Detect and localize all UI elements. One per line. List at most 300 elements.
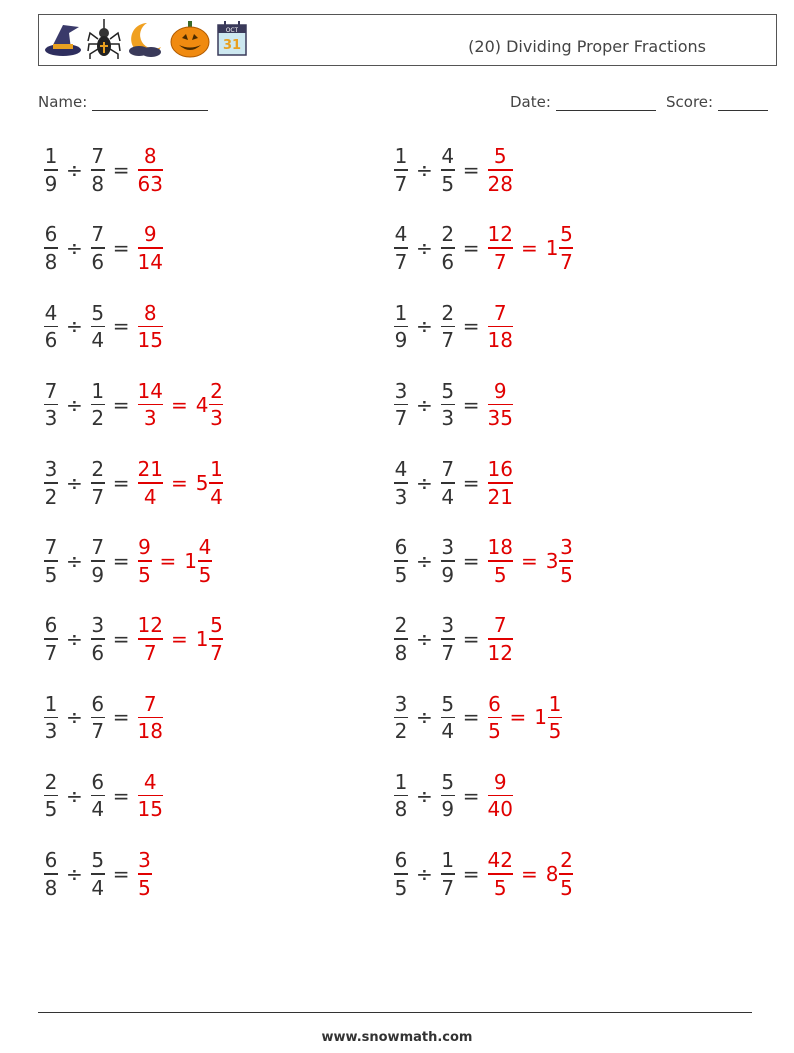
answer-fraction [138,692,163,744]
answer-equals-sign: = [170,392,188,417]
fraction-bar [488,717,502,719]
dividend-fraction [44,535,58,587]
equals-sign: = [462,549,480,573]
answer-equals-sign: = [520,549,538,573]
fraction-bar [44,560,58,562]
denominator: 5 [560,875,573,900]
numerator: 6 [488,691,501,716]
mixed-whole: 5 [195,470,209,495]
fraction-bar [91,795,105,797]
fraction-bar [488,247,513,249]
mixed-fraction [209,379,223,431]
problem-item [394,296,513,356]
divide-sign: ÷ [416,627,433,652]
denominator: 4 [91,797,105,822]
denominator: 2 [44,484,58,509]
fraction-bar [441,482,455,484]
denominator: 4 [91,875,105,900]
denominator: 9 [91,562,105,587]
equals-sign: = [462,314,480,339]
fraction-bar [138,247,163,249]
equals-sign: = [112,861,130,886]
fraction-bar [441,873,455,875]
numerator: 5 [91,848,105,873]
problem-item [44,687,163,747]
divisor-fraction [91,457,105,509]
divisor-fraction [91,144,105,196]
divide-sign: ÷ [66,314,83,339]
numerator: 5 [441,769,455,794]
score-blank[interactable] [718,94,768,111]
fraction-bar [91,326,105,328]
denominator: 2 [394,719,408,744]
denominator: 7 [441,328,455,353]
numerator: 3 [441,535,455,560]
divide-sign: ÷ [66,392,83,417]
answer-equals-sign: = [170,627,188,652]
fraction-bar [138,873,152,875]
answer-fraction [138,770,163,822]
divide-sign: ÷ [416,236,433,261]
divide-sign: ÷ [66,470,83,495]
denominator: 6 [441,249,455,274]
fraction-bar [209,404,223,406]
dividend-fraction [394,613,408,665]
dividend-fraction [394,144,408,196]
fraction-bar [394,560,408,562]
answer-fraction [138,301,163,353]
fraction-bar [91,404,105,406]
fraction-bar [91,169,105,171]
numerator: 2 [560,848,573,873]
numerator: 5 [441,378,455,403]
date-label: Date: [510,93,551,111]
denominator: 4 [91,328,105,353]
numerator: 4 [143,769,157,794]
denominator: 7 [91,484,105,509]
dividend-fraction [394,692,408,744]
divisor-fraction [91,770,105,822]
answer-fraction [138,613,163,665]
fraction-bar [394,638,408,640]
problem-item [394,453,513,513]
mixed-fraction [559,535,573,587]
fraction-bar [91,560,105,562]
answer-fraction [488,301,513,353]
equals-sign: = [112,236,130,261]
equals-sign: = [112,549,130,573]
problem-item [394,844,573,904]
numerator: 7 [493,300,507,325]
footer-divider [38,1012,752,1013]
divisor-fraction [91,692,105,744]
equals-sign: = [462,861,480,886]
fraction-bar [138,717,163,719]
divisor-fraction [441,848,455,900]
denominator: 4 [210,484,223,509]
numerator: 5 [441,691,455,716]
divisor-fraction [91,379,105,431]
problem-item [44,844,152,904]
dividend-fraction [44,613,58,665]
divide-sign: ÷ [416,783,433,808]
denominator: 18 [487,328,513,353]
numerator: 6 [91,769,105,794]
divide-sign: ÷ [66,158,83,182]
divisor-fraction [441,379,455,431]
divisor-fraction [91,848,105,900]
mixed-whole: 1 [545,236,559,261]
fraction-bar [394,404,408,406]
numerator: 2 [91,457,105,482]
numerator: 1 [44,691,58,716]
numerator: 7 [493,613,507,638]
denominator: 35 [487,406,513,431]
witch-hat-icon [43,19,83,59]
mixed-fraction [198,535,212,587]
answer-fraction [138,457,163,509]
denominator: 5 [44,797,58,822]
answer-equals-sign: = [520,861,538,886]
answer-equals-sign: = [159,549,177,573]
mixed-whole: 8 [545,861,559,886]
denominator: 6 [44,328,58,353]
divisor-fraction [91,301,105,353]
equals-sign: = [462,783,480,808]
problem-item [44,218,163,278]
fraction-bar [44,482,58,484]
dividend-fraction [394,379,408,431]
numerator: 2 [394,613,408,638]
calendar-icon [215,19,249,59]
fraction-bar [559,873,573,875]
problem-item [394,609,513,669]
date-blank[interactable] [556,94,656,111]
fraction-bar [441,404,455,406]
fraction-bar [394,169,408,171]
divisor-fraction [91,222,105,274]
score-field[interactable] [666,93,768,111]
fraction-bar [441,717,455,719]
problem-item [44,453,223,513]
numerator: 2 [441,222,455,247]
numerator: 21 [137,457,163,482]
problem-item [44,609,223,669]
numerator: 6 [394,848,408,873]
denominator: 2 [91,406,105,431]
equals-sign: = [462,627,480,652]
denominator: 5 [488,719,501,744]
denominator: 3 [210,406,223,431]
divide-sign: ÷ [416,158,433,182]
fraction-bar [44,326,58,328]
numerator: 6 [44,613,58,638]
denominator: 8 [91,171,105,196]
problem-item [394,218,573,278]
divisor-fraction [441,457,455,509]
dividend-fraction [394,848,408,900]
answer-fraction [138,144,163,196]
mixed-fraction [559,222,573,274]
dividend-fraction [394,301,408,353]
divide-sign: ÷ [66,783,83,808]
fraction-bar [138,795,163,797]
denominator: 18 [137,719,163,744]
mixed-fraction [209,457,223,509]
answer-equals-sign: = [520,236,538,261]
equals-sign: = [112,158,130,182]
numerator: 5 [91,300,105,325]
problem-item [44,140,163,200]
numerator: 1 [44,144,58,169]
divide-sign: ÷ [416,705,433,730]
denominator: 9 [44,171,58,196]
denominator: 7 [441,640,455,665]
answer-fraction [488,848,513,900]
divisor-fraction [441,770,455,822]
numerator: 2 [210,378,223,403]
answer-equals-sign: = [170,470,188,495]
answer-fraction [488,692,502,744]
fraction-bar [91,717,105,719]
dividend-fraction [44,301,58,353]
fraction-bar [44,717,58,719]
fraction-bar [138,482,163,484]
numerator: 3 [394,378,408,403]
answer-fraction [138,535,152,587]
denominator: 9 [441,797,455,822]
divisor-fraction [441,613,455,665]
denominator: 7 [560,249,573,274]
denominator: 15 [137,328,163,353]
denominator: 8 [44,875,58,900]
denominator: 5 [138,562,151,587]
divide-sign: ÷ [416,392,433,417]
fraction-bar [44,404,58,406]
numerator: 9 [493,378,507,403]
numerator: 42 [487,848,513,873]
fraction-bar [91,482,105,484]
numerator: 16 [487,457,513,482]
fraction-bar [559,247,573,249]
fraction-bar [394,873,408,875]
numerator: 9 [138,535,151,560]
mixed-whole: 3 [545,549,559,573]
numerator: 7 [91,222,105,247]
problem-item [44,375,223,435]
equals-sign: = [462,236,480,261]
problem-item [394,375,513,435]
numerator: 1 [394,300,408,325]
mixed-whole: 1 [534,705,548,730]
fraction-bar [91,873,105,875]
denominator: 14 [137,249,163,274]
denominator: 6 [91,640,105,665]
denominator: 63 [137,171,163,196]
fraction-bar [138,560,152,562]
denominator: 5 [198,562,212,587]
numerator: 7 [44,378,58,403]
denominator: 7 [91,719,105,744]
numerator: 2 [441,300,455,325]
denominator: 7 [44,640,58,665]
numerator: 1 [441,848,455,873]
denominator: 40 [487,797,513,822]
answer-fraction [488,457,513,509]
numerator: 6 [91,691,105,716]
numerator: 2 [44,769,58,794]
denominator: 4 [441,484,455,509]
numerator: 3 [44,457,58,482]
denominator: 5 [493,562,507,587]
dividend-fraction [44,457,58,509]
denominator: 15 [137,797,163,822]
divisor-fraction [441,301,455,353]
fraction-bar [441,169,455,171]
equals-sign: = [112,392,130,417]
numerator: 1 [394,144,408,169]
answer-fraction [488,535,513,587]
denominator: 4 [143,484,157,509]
answer-fraction [488,222,513,274]
divide-sign: ÷ [416,314,433,339]
answer-fraction [488,144,513,196]
numerator: 14 [137,378,163,403]
denominator: 5 [138,875,151,900]
problem-item [394,687,562,747]
fraction-bar [44,873,58,875]
dividend-fraction [44,222,58,274]
denominator: 7 [210,640,223,665]
dividend-fraction [44,770,58,822]
fraction-bar [488,326,513,328]
numerator: 4 [394,222,408,247]
score-label: Score: [666,93,714,111]
fraction-bar [394,247,408,249]
denominator: 5 [441,171,455,196]
numerator: 1 [548,691,562,716]
fraction-bar [198,560,212,562]
worksheet-header [38,14,777,66]
dividend-fraction [44,692,58,744]
numerator: 1 [394,769,408,794]
denominator: 7 [394,249,408,274]
mixed-fraction [209,613,223,665]
dividend-fraction [44,144,58,196]
fraction-bar [138,638,163,640]
divide-sign: ÷ [416,549,433,573]
name-field[interactable] [38,93,208,111]
fraction-bar [394,717,408,719]
dividend-fraction [44,379,58,431]
dividend-fraction [394,535,408,587]
denominator: 28 [487,171,513,196]
divisor-fraction [441,222,455,274]
denominator: 7 [394,406,408,431]
mixed-whole: 4 [195,392,209,417]
denominator: 8 [394,640,408,665]
divide-sign: ÷ [66,627,83,652]
dividend-fraction [394,770,408,822]
numerator: 8 [143,300,157,325]
spider-icon [87,19,121,59]
numerator: 12 [487,222,513,247]
name-blank[interactable] [92,94,208,111]
denominator: 5 [394,562,408,587]
numerator: 3 [560,535,573,560]
fraction-bar [488,169,513,171]
problem-item [394,766,513,826]
numerator: 5 [210,613,223,638]
name-label: Name: [38,93,88,111]
fraction-bar [441,638,455,640]
equals-sign: = [112,705,130,730]
pumpkin-icon [169,19,211,59]
equals-sign: = [112,627,130,652]
mixed-whole: 1 [195,627,209,652]
divisor-fraction [441,692,455,744]
divisor-fraction [441,144,455,196]
numerator: 12 [137,613,163,638]
answer-fraction [488,770,513,822]
divide-sign: ÷ [66,549,83,573]
equals-sign: = [462,705,480,730]
date-field[interactable] [510,93,656,111]
divide-sign: ÷ [416,470,433,495]
denominator: 3 [394,484,408,509]
denominator: 5 [548,719,562,744]
fraction-bar [488,873,513,875]
fraction-bar [91,638,105,640]
denominator: 8 [394,797,408,822]
numerator: 9 [143,222,157,247]
fraction-bar [138,326,163,328]
fraction-bar [44,795,58,797]
denominator: 5 [560,562,573,587]
numerator: 5 [560,222,573,247]
denominator: 7 [394,171,408,196]
denominator: 3 [44,719,58,744]
fraction-bar [44,247,58,249]
equals-sign: = [112,783,130,808]
header-icons [43,19,249,59]
numerator: 4 [198,535,212,560]
dividend-fraction [394,457,408,509]
fraction-bar [441,326,455,328]
answer-fraction [138,222,163,274]
denominator: 8 [44,249,58,274]
fraction-bar [488,638,513,640]
divide-sign: ÷ [66,705,83,730]
numerator: 6 [44,848,58,873]
fraction-bar [488,795,513,797]
fraction-bar [441,795,455,797]
denominator: 9 [441,562,455,587]
problem-item [394,140,513,200]
numerator: 8 [143,144,157,169]
fraction-bar [44,169,58,171]
numerator: 4 [44,300,58,325]
denominator: 5 [394,875,408,900]
denominator: 7 [441,875,455,900]
denominator: 12 [487,640,513,665]
fraction-bar [488,560,513,562]
numerator: 3 [441,613,455,638]
denominator: 7 [143,640,157,665]
numerator: 7 [91,144,105,169]
divisor-fraction [91,535,105,587]
fraction-bar [488,482,513,484]
